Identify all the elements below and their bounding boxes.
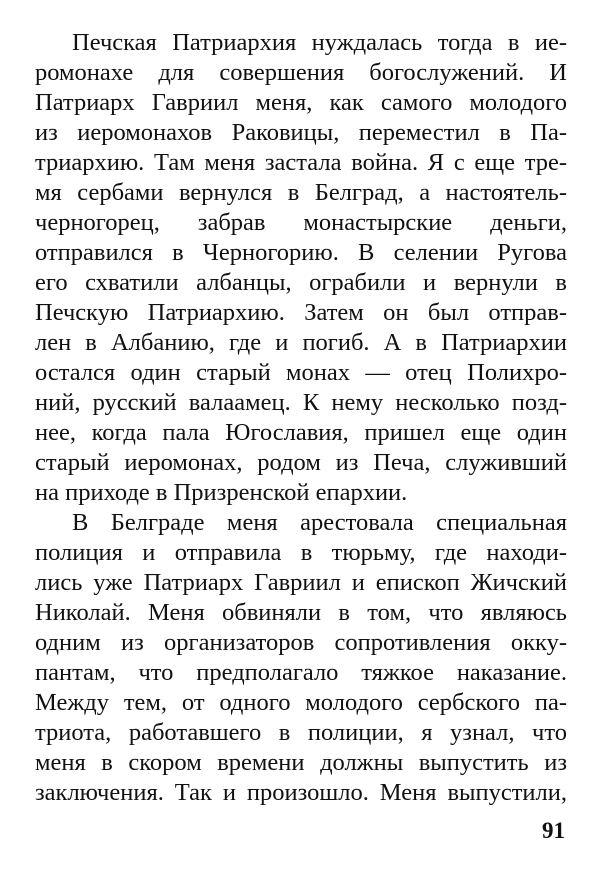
text-line: Между тем, от одного молодого сербского па- [35, 689, 567, 716]
text-line: мя сербами вернулся в Белград, а настоятель- [35, 179, 567, 206]
text-line: Печскую Патриархию. Затем он был отправ- [35, 299, 567, 326]
text-line: на приходе в Призренской епархии. [35, 479, 408, 506]
text-line: триота, работавшего в полиции, я узнал, что [35, 719, 567, 746]
page-number: 91 [542, 818, 565, 843]
text-line: Николай. Меня обвиняли в том, что являюсь [35, 599, 567, 626]
paragraph-1 [35, 28, 567, 508]
text-line: ромонахе для совершения богослужений. И [35, 59, 567, 86]
text-line: В Белграде меня арестовала специальная [72, 509, 567, 536]
text-line: Патриарх Гавриил меня, как самого молодого [35, 89, 567, 116]
text-line: лись уже Патриарх Гавриил и епископ Жичский [35, 569, 567, 596]
text-line: черногорец, забрав монастырские деньги, [35, 209, 567, 236]
text-line: остался один старый монах — отец Полихро- [35, 359, 567, 386]
text-line: одним из организаторов сопротивления окку- [35, 629, 567, 656]
text-line: ний, русский валаамец. К нему несколько позд- [35, 389, 567, 416]
text-line: нее, когда пала Югославия, пришел еще один [35, 419, 567, 446]
text-line: пантам, что предполагало тяжкое наказание. [35, 659, 567, 686]
text-line: Печская Патриархия нуждалась тогда в ие- [72, 29, 567, 56]
text-line: отправился в Черногорию. В селении Ругова [35, 239, 567, 266]
text-line: меня в скором времени должны выпустить из [35, 749, 567, 776]
text-line: полиция и отправила в тюрьму, где находи- [35, 539, 567, 566]
text-line: старый иеромонах, родом из Печа, служивший [35, 449, 567, 476]
text-line: из иеромонахов Раковицы, переместил в Па- [35, 119, 567, 146]
text-line: заключения. Так и произошло. Меня выпустили, [35, 779, 567, 806]
paragraph-2 [35, 508, 567, 808]
page-body [35, 28, 567, 808]
text-line: триархию. Там меня застала война. Я с еще тре- [35, 149, 567, 176]
text-line: лен в Албанию, где и погиб. А в Патриархии [35, 329, 567, 356]
text-line: его схватили албанцы, ограбили и вернули в [35, 269, 567, 296]
